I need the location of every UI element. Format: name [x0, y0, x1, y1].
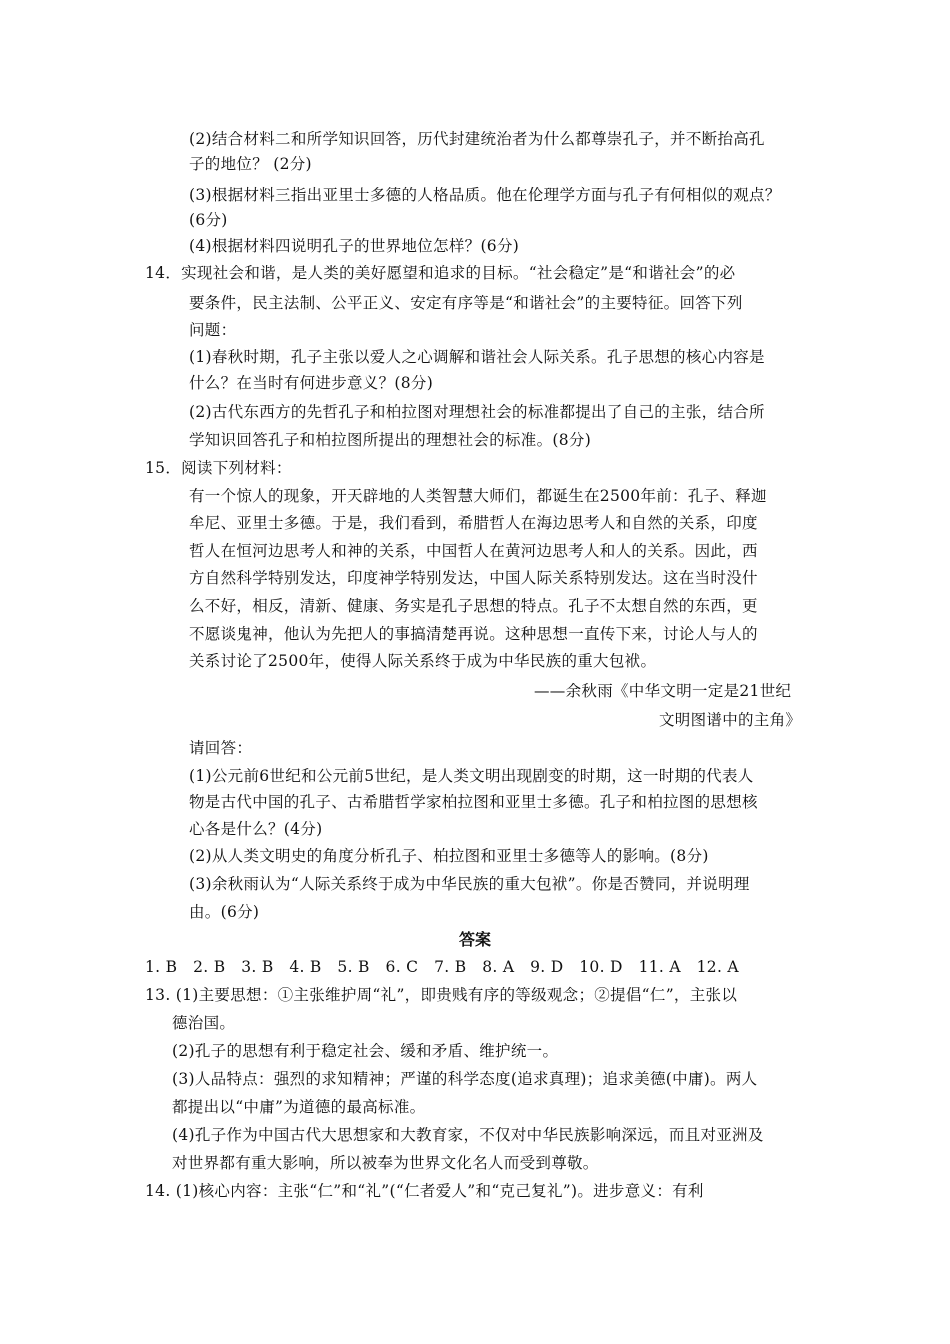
- q13-part4: (4)根据材料四说明孔子的世界地位怎样？(6分): [189, 237, 520, 255]
- q13-part2-line1: (2)结合材料二和所学知识回答，历代封建统治者为什么都尊崇孔子，并不断抬高孔: [189, 130, 765, 148]
- q15-source-line1: ——余秋雨《中华文明一定是21世纪: [534, 682, 792, 700]
- q15-material-line2: 牟尼、亚里士多德。于是，我们看到，希腊哲人在海边思考人和自然的关系，印度: [189, 514, 758, 532]
- q14-stem-line2: 要条件，民主法制、公平正义、安定有序等是“和谐社会”的主要特征。回答下列: [189, 294, 743, 312]
- q14-stem-line1: 14．实现社会和谐，是人类的美好愿望和追求的目标。“社会稳定”是“和谐社会”的必: [145, 264, 736, 282]
- q15-material-line3: 哲人在恒河边思考人和神的关系，中国哲人在黄河边思考人和人的关系。因此，西: [189, 542, 758, 560]
- q15-stem: 15．阅读下列材料：: [145, 459, 292, 477]
- q15-ask: 请回答：: [189, 739, 253, 757]
- answer-13-part1-line1: 13. (1)主要思想：①主张维护周“礼”，即贵贱有序的等级观念；②提倡“仁”，主张以: [145, 986, 738, 1004]
- q15-part1-line3: 心各是什么？(4分): [189, 820, 323, 838]
- q15-material-line1: 有一个惊人的现象，开天辟地的人类智慧大师们，都诞生在2500年前：孔子、释迦: [189, 487, 767, 505]
- answers-multiple-choice: 1. B 2. B 3. B 4. B 5. B 6. C 7. B 8. A 9. D 10. D 11. A 12. A: [145, 958, 739, 976]
- answer-13-part2: (2)孔子的思想有利于稳定社会、缓和矛盾、维护统一。: [172, 1042, 559, 1060]
- q15-material-line7: 关系讨论了2500年，使得人际关系终于成为中华民族的重大包袱。: [189, 652, 657, 670]
- answer-13-part4-line2: 对世界都有重大影响，所以被奉为世界文化名人而受到尊敬。: [172, 1154, 599, 1172]
- q14-part2-line1: (2)古代东西方的先哲孔子和柏拉图对理想社会的标准都提出了自己的主张，结合所: [189, 403, 765, 421]
- q15-material-line6: 不愿谈鬼神，他认为先把人的事搞清楚再说。这种思想一直传下来，讨论人与人的: [189, 625, 758, 643]
- q14-part1-line1: (1)春秋时期，孔子主张以爱人之心调解和谐社会人际关系。孔子思想的核心内容是: [189, 348, 765, 366]
- q13-part3-line1: (3)根据材料三指出亚里士多德的人格品质。他在伦理学方面与孔子有何相似的观点？: [189, 186, 781, 204]
- answers-title: 答案: [458, 930, 491, 949]
- q13-part3-line2: (6分): [189, 211, 228, 229]
- q15-source-line2: 文明图谱中的主角》: [659, 711, 802, 729]
- q15-part3-line2: 由。(6分): [189, 903, 260, 921]
- q15-material-line5: 么不好，相反，清新、健康、务实是孔子思想的特点。孔子不太想自然的东西，更: [189, 597, 758, 615]
- q13-part2-line2: 子的地位？ (2分): [189, 155, 312, 173]
- q15-part1-line1: (1)公元前6世纪和公元前5世纪，是人类文明出现剧变的时期，这一时期的代表人: [189, 767, 754, 785]
- q15-part1-line2: 物是古代中国的孔子、古希腊哲学家柏拉图和亚里士多德。孔子和柏拉图的思想核: [189, 793, 758, 811]
- answer-13-part1-line2: 德治国。: [172, 1014, 236, 1032]
- q15-part3-line1: (3)余秋雨认为“人际关系终于成为中华民族的重大包袱”。你是否赞同，并说明理: [189, 875, 750, 893]
- q15-material-line4: 方自然科学特别发达，印度神学特别发达，中国人际关系特别发达。这在当时没什: [189, 569, 758, 587]
- answer-14-part1: 14. (1)核心内容：主张“仁”和“礼”(“仁者爱人”和“克己复礼”)。进步意义：有利: [145, 1182, 704, 1200]
- q14-part1-line2: 什么？在当时有何进步意义？(8分): [189, 374, 434, 392]
- answer-13-part3-line1: (3)人品特点：强烈的求知精神；严谨的科学态度(追求真理)；追求美德(中庸)。两人: [172, 1070, 758, 1088]
- q14-stem-line3: 问题：: [189, 321, 237, 339]
- q15-part2: (2)从人类文明史的角度分析孔子、柏拉图和亚里士多德等人的影响。(8分): [189, 847, 709, 865]
- q14-part2-line2: 学知识回答孔子和柏拉图所提出的理想社会的标准。(8分): [189, 431, 592, 449]
- answer-13-part4-line1: (4)孔子作为中国古代大思想家和大教育家，不仅对中华民族影响深远，而且对亚洲及: [172, 1126, 764, 1144]
- answer-13-part3-line2: 都提出以“中庸”为道德的最高标准。: [172, 1098, 426, 1116]
